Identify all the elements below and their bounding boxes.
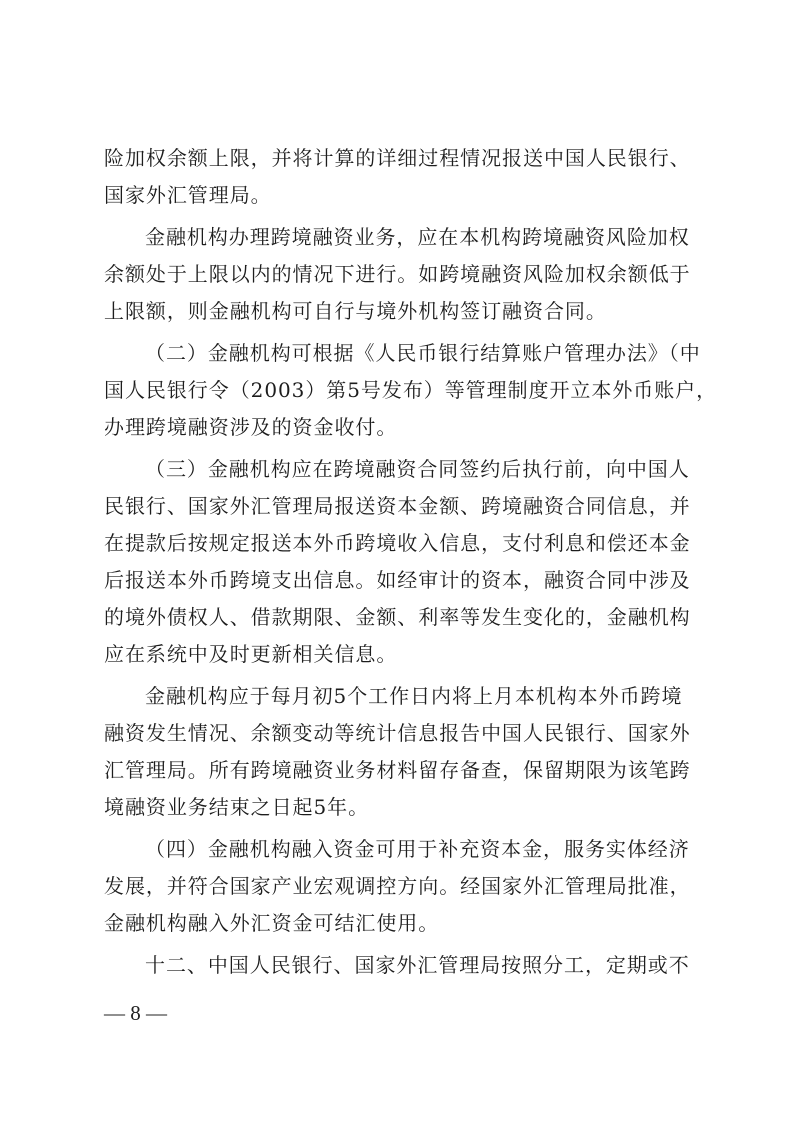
text-line: 汇管理局。所有跨境融资业务材料留存备查，保留期限为该笔跨 [104, 758, 691, 782]
text-line: 后报送本外币跨境支出信息。如经审计的资本，融资合同中涉及 [104, 568, 691, 592]
text-line: 融资发生情况、余额变动等统计信息报告中国人民银行、国家外 [104, 721, 691, 745]
document-body [104, 140, 718, 984]
text-line: 的境外债权人、借款期限、金额、利率等发生变化的，金融机构 [104, 605, 691, 629]
text-line: 国家外汇管理局。 [104, 183, 272, 207]
text-line: 险加权余额上限，并将计算的详细过程情况报送中国人民银行、 [104, 146, 691, 170]
paragraph-start-line: （三）金融机构应在跨境融资合同签约后执行前，向中国人 [145, 457, 690, 481]
text-line: 在提款后按规定报送本外币跨境收入信息，支付利息和偿还本金 [104, 531, 691, 555]
text-line: 金融机构融入外汇资金可结汇使用。 [104, 911, 440, 935]
paragraph-start-line: 金融机构应于每月初5个工作日内将上月本机构本外币跨境 [145, 684, 683, 708]
text-line: 国人民银行令（2003）第5号发布）等管理制度开立本外币账户， [104, 378, 718, 402]
paragraph-start-line: （二）金融机构可根据《人民币银行结算账户管理办法》（中 [145, 341, 701, 365]
text-line: 办理跨境融资涉及的资金收付。 [104, 415, 398, 439]
text-line: 境融资业务结束之日起5年。 [104, 795, 370, 819]
page-number: — 8 — [104, 1001, 167, 1025]
paragraph-start-line: 金融机构办理跨境融资业务，应在本机构跨境融资风险加权 [145, 225, 690, 249]
text-line: 发展，并符合国家产业宏观调控方向。经国家外汇管理局批准， [104, 874, 691, 898]
text-line: 上限额，则金融机构可自行与境外机构签订融资合同。 [104, 299, 607, 323]
paragraph-start-line: 十二、中国人民银行、国家外汇管理局按照分工，定期或不 [145, 953, 690, 977]
paragraph-start-line: （四）金融机构融入资金可用于补充资本金，服务实体经济 [145, 837, 690, 861]
text-line: 应在系统中及时更新相关信息。 [104, 642, 398, 666]
text-line: 民银行、国家外汇管理局报送资本金额、跨境融资合同信息，并 [104, 494, 691, 518]
text-line: 余额处于上限以内的情况下进行。如跨境融资风险加权余额低于 [104, 262, 691, 286]
